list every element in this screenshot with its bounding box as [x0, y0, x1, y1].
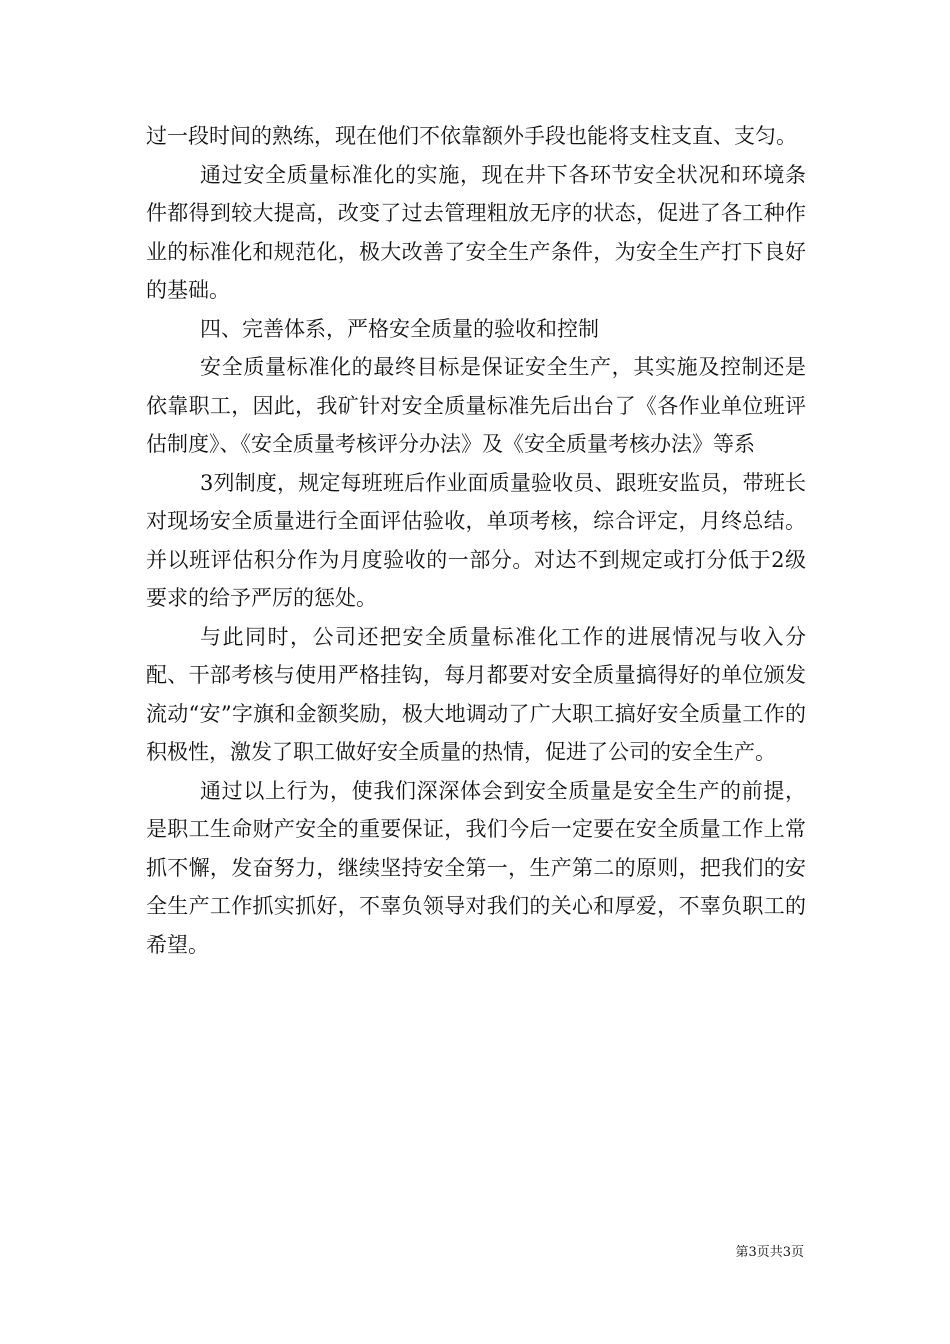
document-body: [146, 117, 806, 964]
section-heading: 四、完善体系，严格安全质量的验收和控制: [200, 316, 599, 341]
page-number: 第3页共3页: [735, 1245, 804, 1260]
paragraph-continuation: 过一段时间的熟练，现在他们不依靠额外手段也能将支柱支直、支匀。: [146, 124, 797, 148]
paragraph: 安全质量标准化的最终目标是保证安全生产，其实施及控制还是依靠职工，因此，我矿针对安全质量标准先后出台了《各作业单位班评估制度》、《安全质量考核评分办法》及《安全质量考核办法》等系: [146, 355, 806, 456]
paragraph: 通过以上行为，使我们深深体会到安全质量是安全生产的前提，是职工生命财产安全的重要保证，我们今后一定要在安全质量工作上常抓不懈，发奋努力，继续坚持安全第一，生产第二的原则，把我们的安全生产工作抓实抓好，不辜负领导对我们的关心和厚爱，不辜负职工的希望。: [146, 778, 806, 957]
paragraph: 通过安全质量标准化的实施，现在井下各环节安全状况和环境条件都得到较大提高，改变了过去管理粗放无序的状态，促进了各工种作业的标准化和规范化，极大改善了安全生产条件，为安全生产打下良好的基础。: [146, 162, 806, 302]
paragraph: 3列制度，规定每班班后作业面质量验收员、跟班安监员，带班长对现场安全质量进行全面评估验收，单项考核，综合评定，月终总结。并以班评估积分作为月度验收的一部分。对达不到规定或打分低于2级要求的给予严厉的惩处。: [146, 470, 806, 610]
paragraph: 与此同时，公司还把安全质量标准化工作的进展情况与收入分配、干部考核与使用严格挂钩，每月都要对安全质量搞得好的单位颁发流动“安”字旗和金额奖励，极大地调动了广大职工搞好安全质量工作的积极性，激发了职工做好安全质量的热情，促进了公司的安全生产。: [146, 624, 806, 764]
